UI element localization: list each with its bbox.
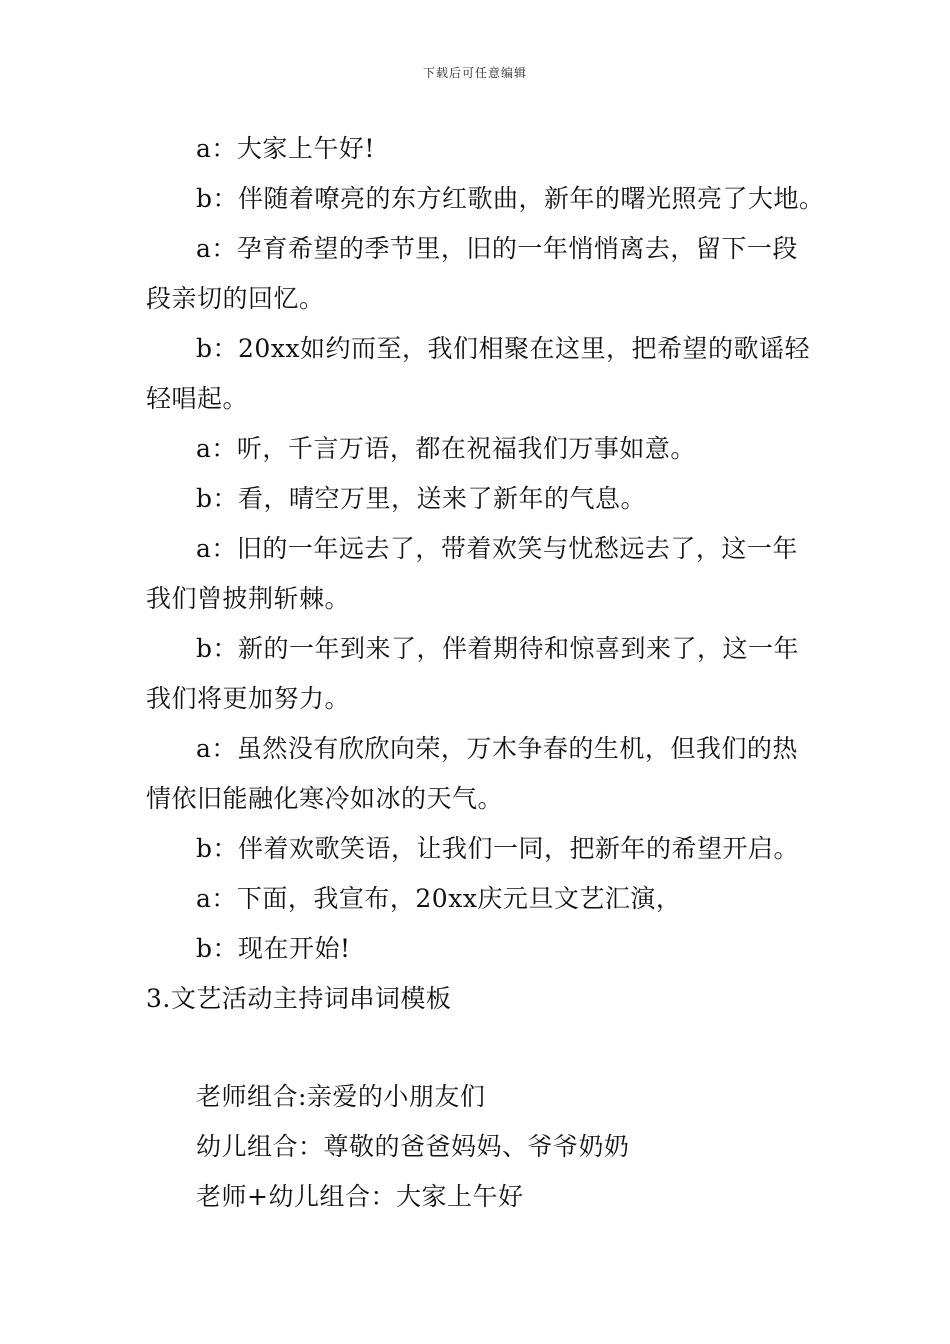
dialogue-line-continuation: 我们曾披荆斩棘。 xyxy=(146,584,351,613)
dialogue-line: b：20xx如约而至，我们相聚在这里，把希望的歌谣轻 xyxy=(196,334,811,363)
dialogue-line: a：大家上午好! xyxy=(196,134,375,163)
host-line: 老师组合:亲爱的小朋友们 xyxy=(196,1082,486,1111)
dialogue-line: b：新的一年到来了，伴着期待和惊喜到来了，这一年 xyxy=(196,634,800,663)
dialogue-line: b：现在开始! xyxy=(196,934,351,963)
page-header: 下载后可任意编辑 xyxy=(422,66,527,80)
dialogue-line: b：看，晴空万里，送来了新年的气息。 xyxy=(196,484,647,513)
dialogue-line-continuation: 情依旧能融化寒冷如冰的天气。 xyxy=(146,784,504,813)
dialogue-line: b：伴随着嘹亮的东方红歌曲，新年的曙光照亮了大地。 xyxy=(196,184,825,213)
dialogue-line-continuation: 我们将更加努力。 xyxy=(146,684,351,713)
section-title: 3.文艺活动主持词串词模板 xyxy=(146,984,452,1013)
dialogue-line: a：听，千言万语，都在祝福我们万事如意。 xyxy=(196,434,696,463)
dialogue-line: a：虽然没有欣欣向荣，万木争春的生机，但我们的热 xyxy=(196,734,798,763)
dialogue-line-continuation: 轻唱起。 xyxy=(146,384,249,413)
host-line: 幼儿组合：尊敬的爸爸妈妈、爷爷奶奶 xyxy=(196,1132,630,1161)
dialogue-line: a：孕育希望的季节里，旧的一年悄悄离去，留下一段 xyxy=(196,234,798,263)
dialogue-line: a：下面，我宣布，20xx庆元旦文艺汇演， xyxy=(196,884,682,913)
dialogue-line: a：旧的一年远去了，带着欢笑与忧愁远去了，这一年 xyxy=(196,534,798,563)
host-line: 老师+幼儿组合：大家上午好 xyxy=(196,1182,524,1211)
dialogue-line-continuation: 段亲切的回忆。 xyxy=(146,284,325,313)
dialogue-line: b：伴着欢歌笑语，让我们一同，把新年的希望开启。 xyxy=(196,834,800,863)
